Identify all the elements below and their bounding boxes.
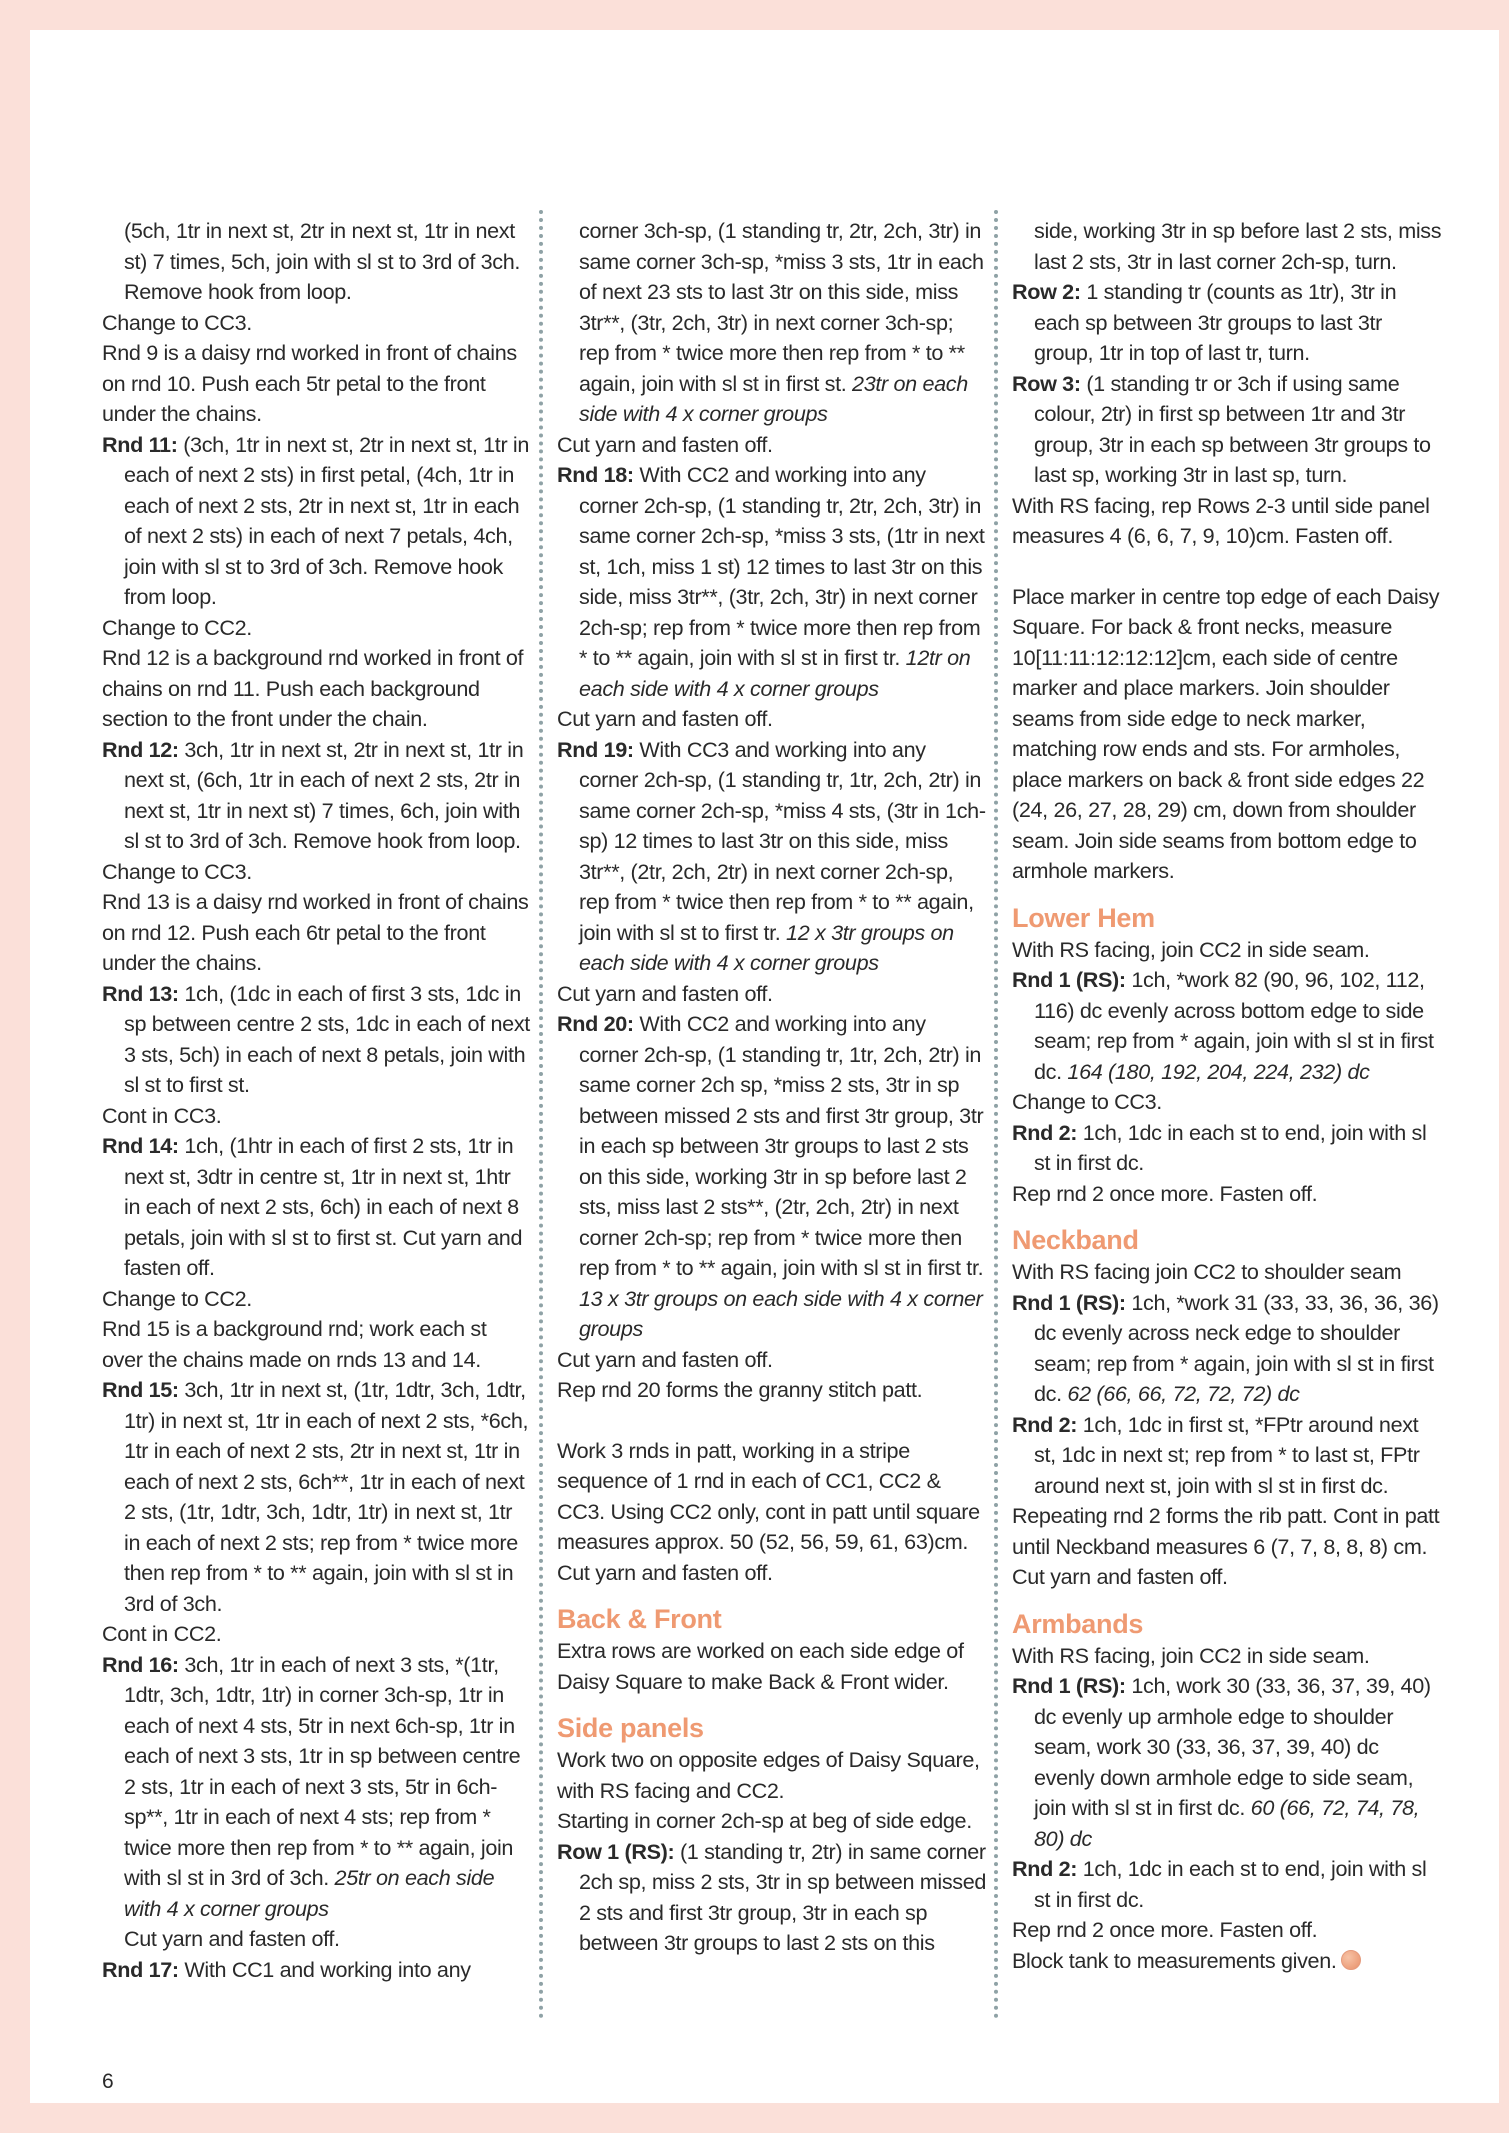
paragraph: Rep rnd 2 once more. Fasten off. bbox=[1012, 1180, 1318, 1206]
paragraph: Cut yarn and fasten off. bbox=[557, 1346, 773, 1372]
paragraph: Change to CC3. bbox=[102, 309, 252, 335]
paragraph: With RS facing, rep Rows 2-3 until side panel measures 4 (6, 6, 7, 9, 10)cm. Fasten off. bbox=[1012, 492, 1430, 548]
instruction-row-2 bbox=[1012, 277, 1444, 369]
instruction-note: 12 x 3tr groups on each side with 4 x corner groups bbox=[579, 919, 954, 975]
paragraph: Cut yarn and fasten off. bbox=[124, 1926, 340, 1951]
instruction-text: 1ch, work 30 (33, 36, 37, 39, 40) dc evenly up armhole edge to shoulder seam, work 30 (33, 36, 37, 39, 40) dc evenly down armhole edge to side seam, join with sl st in first dc. bbox=[1034, 1673, 1431, 1820]
instruction-rnd-17 bbox=[102, 1955, 532, 1986]
paragraph: Cont in CC2. bbox=[102, 1621, 222, 1646]
instruction-label: Rnd 2: bbox=[1012, 1411, 1078, 1437]
paragraph: Change to CC2. bbox=[102, 1285, 252, 1311]
paragraph: Starting in corner 2ch-sp at beg of side edge. bbox=[557, 1808, 972, 1833]
section-heading-back-front: Back & Front bbox=[557, 1604, 722, 1634]
page-number: 6 bbox=[102, 2070, 114, 2093]
instruction-label: Rnd 13: bbox=[102, 980, 179, 1006]
instruction-text: 1ch, *work 31 (33, 33, 36, 36, 36) dc evenly across neck edge to shoulder seam; rep from * again, join with sl st in first dc. bbox=[1034, 1289, 1439, 1406]
paragraph: Cut yarn and fasten off. bbox=[557, 431, 773, 457]
paragraph: Cont in CC3. bbox=[102, 1102, 222, 1128]
instruction-rnd-14 bbox=[102, 1131, 532, 1284]
instruction-note: 12tr on each side with 4 x corner groups bbox=[579, 645, 971, 701]
instruction-label: Rnd 12: bbox=[102, 736, 179, 762]
paragraph bbox=[557, 216, 987, 430]
instruction-label: Row 2: bbox=[1012, 279, 1081, 304]
instruction-text: With CC1 and working into any bbox=[178, 1956, 471, 1982]
instruction-note: 23tr on each side with 4 x corner groups bbox=[579, 370, 968, 426]
section-heading-armbands: Armbands bbox=[1012, 1608, 1144, 1639]
instruction-note: 60 (66, 72, 74, 78, 80) dc bbox=[1034, 1795, 1420, 1851]
instruction-label: Rnd 18: bbox=[557, 462, 634, 487]
instruction-text: With CC2 and working into any corner 2ch-sp, (1 standing tr, 1tr, 2ch, 2tr) in same corner 2ch sp, *miss 2 sts, 3tr in sp between missed 2 sts and first 3tr group, 3tr in each sp between 3tr groups to last 2 sts on this side, working 3tr in sp before last 2 sts, miss last 2 sts**, (2tr, 2ch, 2tr) in next corner 2ch-sp; rep from * twice more then rep from * to ** again, join with sl st in first tr. bbox=[579, 1011, 984, 1280]
paragraph: Rnd 9 is a daisy rnd worked in front of chains on rnd 10. Push each 5tr petal to the front under the chains. bbox=[102, 340, 517, 426]
instruction-rnd-16 bbox=[102, 1650, 532, 1925]
instruction-lower-hem-rnd-1 bbox=[1012, 965, 1444, 1087]
paragraph: Change to CC3. bbox=[1012, 1089, 1162, 1114]
instruction-text: corner 3ch-sp, (1 standing tr, 2tr, 2ch, 3tr) in same corner 3ch-sp, *miss 3 sts, 1tr in each of next 23 sts to last 3tr on this side, miss 3tr**, (3tr, 2ch, 3tr) in next corner 3ch-sp; rep from * twice more then rep from * to ** again, join with sl st in first st. bbox=[579, 218, 984, 396]
instruction-note: 62 (66, 66, 72, 72, 72) dc bbox=[1067, 1381, 1300, 1406]
instruction-label: Rnd 19: bbox=[557, 736, 634, 762]
page bbox=[30, 30, 1499, 2103]
paragraph: Rep rnd 20 forms the granny stitch patt. bbox=[557, 1377, 923, 1402]
instruction-neckband-rnd-2 bbox=[1012, 1410, 1444, 1502]
paragraph: With RS facing, join CC2 in side seam. bbox=[1012, 936, 1370, 962]
instruction-label: Rnd 16: bbox=[102, 1651, 179, 1677]
instruction-label: Rnd 2: bbox=[1012, 1119, 1078, 1145]
instruction-note: 25tr on each side with 4 x corner groups bbox=[124, 1865, 495, 1921]
section-heading-side-panels: Side panels bbox=[557, 1713, 704, 1743]
instruction-text: (1 standing tr, 2tr) in same corner 2ch sp, miss 2 sts, 3tr in sp between missed 2 sts and first 3tr group, 3tr in each sp between 3tr groups to last 2 sts on this bbox=[579, 1838, 987, 1955]
instruction-text: 1ch, *work 82 (90, 96, 102, 112, 116) dc evenly across bottom edge to side seam; rep from * again, join with sl st in first dc. bbox=[1034, 967, 1434, 1084]
paragraph: With RS facing, join CC2 in side seam. bbox=[1012, 1642, 1370, 1668]
instruction-label: Rnd 1 (RS): bbox=[1012, 1289, 1126, 1315]
instruction-text: 3ch, 1tr in each of next 3 sts, *(1tr, 1dtr, 3ch, 1dtr, 1tr) in corner 3ch-sp, 1tr in each of next 4 sts, 5tr in next 6ch-sp, 1tr in each of next 3 sts, 1tr in sp between centre 2 sts, 1tr in each of next 3 sts, 5tr in 6ch-sp**, 1tr in each of next 4 sts; rep from * twice more then rep from * to ** again, join with sl st in 3rd of 3ch. bbox=[124, 1651, 521, 1890]
paragraph: Work two on opposite edges of Daisy Square, with RS facing and CC2. bbox=[557, 1747, 980, 1803]
paragraph: side, working 3tr in sp before last 2 sts, miss last 2 sts, 3tr in last corner 2ch-sp, turn. bbox=[1034, 218, 1442, 274]
instruction-text: (3ch, 1tr in next st, 2tr in next st, 1tr in each of next 2 sts) in first petal, (4ch, 1tr in each of next 2 sts, 2tr in next st, 1tr in each of next 2 sts) in each of next 7 petals, 4ch, join with sl st to 3rd of 3ch. Remove hook from loop. bbox=[124, 431, 530, 609]
paragraph: Rnd 13 is a daisy rnd worked in front of chains on rnd 12. Push each 6tr petal to the front under the chains. bbox=[102, 889, 529, 975]
instruction-label: Row 1 (RS): bbox=[557, 1838, 675, 1864]
paragraph: With RS facing join CC2 to shoulder seam bbox=[1012, 1259, 1402, 1284]
instruction-label: Rnd 2: bbox=[1012, 1856, 1078, 1881]
spacer bbox=[557, 1406, 987, 1436]
paragraph-end bbox=[1012, 1946, 1444, 1977]
instruction-text: (1 standing tr or 3ch if using same colour, 2tr) in first sp between 1tr and 3tr group, 3tr in each sp between 3tr groups to last sp, working 3tr in last sp, turn. bbox=[1034, 370, 1431, 487]
instruction-row-3 bbox=[1012, 369, 1444, 491]
paragraph: Rnd 15 is a background rnd; work each st over the chains made on rnds 13 and 14. bbox=[102, 1316, 487, 1372]
instruction-armbands-rnd-2 bbox=[1012, 1854, 1444, 1915]
instruction-text: 1ch, (1htr in each of first 2 sts, 1tr in next st, 3dtr in centre st, 1tr in next st, 1htr in each of next 2 sts, 6ch) in each of next 8 petals, join with sl st to first st. Cut yarn and fasten off. bbox=[124, 1133, 523, 1280]
paragraph: Cut yarn and fasten off. bbox=[557, 706, 773, 731]
instruction-text: With CC2 and working into any corner 2ch-sp, (1 standing tr, 2tr, 2ch, 3tr) in same corner 2ch-sp, *miss 3 sts, (1tr in next st, 1ch, miss 1 st) 12 times to last 3tr on this side, miss 3tr**, (3tr, 2ch, 3tr) in next corner 2ch-sp; rep from * twice more then rep from * to ** again, join with sl st in first tr. bbox=[579, 462, 985, 670]
paragraph: Place marker in centre top edge of each Daisy Square. For back & front necks, measure 10[11:11:12:12:12]cm, each side of centre marker and place markers. Join shoulder seams from side edge to neck marker, matching row ends and sts. For armholes, place markers on back & front side edges 22 (24, 26, 27, 28, 29) cm, down from shoulder seam. Join side seams from bottom edge to armhole markers. bbox=[1012, 583, 1440, 883]
instruction-note: 13 x 3tr groups on each side with 4 x corner groups bbox=[579, 1285, 983, 1341]
instruction-label: Rnd 15: bbox=[102, 1377, 179, 1402]
instruction-text: 1 standing tr (counts as 1tr), 3tr in each sp between 3tr groups to last 3tr group, 1tr in top of last tr, turn. bbox=[1034, 279, 1397, 365]
paragraph: Change to CC2. bbox=[102, 614, 252, 640]
instruction-rnd-13 bbox=[102, 979, 532, 1101]
section-heading-lower-hem: Lower Hem bbox=[1012, 902, 1155, 933]
instruction-rnd-12 bbox=[102, 735, 532, 857]
paragraph: Rep rnd 2 once more. Fasten off. bbox=[1012, 1917, 1318, 1942]
paragraph: (5ch, 1tr in next st, 2tr in next st, 1tr in next st) 7 times, 5ch, join with sl st to 3rd of 3ch. Remove hook from loop. bbox=[124, 218, 521, 304]
closing-text: Block tank to measurements given. bbox=[1012, 1947, 1337, 1973]
instruction-note: 164 (180, 192, 204, 224, 232) dc bbox=[1067, 1058, 1370, 1084]
paragraph: Cut yarn and fasten off. bbox=[557, 980, 773, 1006]
instruction-text: 1ch, 1dc in each st to end, join with sl st in first dc. bbox=[1034, 1119, 1427, 1175]
instruction-label: Row 3: bbox=[1012, 370, 1081, 396]
instruction-rnd-20 bbox=[557, 1009, 987, 1345]
instruction-label: Rnd 17: bbox=[102, 1956, 179, 1982]
column-divider bbox=[994, 210, 998, 2020]
instruction-rnd-11 bbox=[102, 430, 532, 613]
instruction-text: 1ch, 1dc in each st to end, join with sl st in first dc. bbox=[1034, 1856, 1427, 1912]
instruction-armbands-rnd-1 bbox=[1012, 1671, 1444, 1854]
paragraph: Rnd 12 is a background rnd worked in front of chains on rnd 11. Push each background section to the front under the chain. bbox=[102, 645, 524, 731]
instruction-label: Rnd 11: bbox=[102, 431, 178, 457]
instruction-label: Rnd 14: bbox=[102, 1133, 179, 1158]
instruction-text: 3ch, 1tr in next st, (1tr, 1dtr, 3ch, 1dtr, 1tr) in next st, 1tr in each of next 2 sts, *6ch, 1tr in each of next 2 sts, 2tr in next st, 1tr in each of next 2 sts, 6ch**, 1tr in each of next 2 sts, (1tr, 1dtr, 3ch, 1dtr, 1tr) in next st, 1tr in each of next 2 sts; rep from * twice more then rep from * to ** again, join with sl st in 3rd of 3ch. bbox=[124, 1377, 529, 1616]
instruction-row-1 bbox=[557, 1837, 987, 1959]
instruction-text: 1ch, 1dc in first st, *FPtr around next st, 1dc in next st; rep from * to last st, FPtr around next st, join with sl st in first dc. bbox=[1034, 1411, 1420, 1498]
instruction-rnd-18 bbox=[557, 460, 987, 704]
spacer bbox=[1012, 552, 1444, 582]
instruction-text: 1ch, (1dc in each of first 3 sts, 1dc in sp between centre 2 sts, 1dc in each of next 3 sts, 5ch) in each of next 8 petals, join with sl st to first st. bbox=[124, 980, 530, 1097]
instruction-rnd-15 bbox=[102, 1375, 532, 1619]
section-heading-neckband: Neckband bbox=[1012, 1225, 1139, 1255]
paragraph: Extra rows are worked on each side edge of Daisy Square to make Back & Front wider. bbox=[557, 1638, 964, 1694]
instruction-text: 3ch, 1tr in next st, 2tr in next st, 1tr in next st, (6ch, 1tr in each of next 2 sts, 2tr in next st, 1tr in next st) 7 times, 6ch, join with sl st to 3rd of 3ch. Remove hook from loop. bbox=[124, 736, 524, 853]
column-2 bbox=[557, 216, 987, 1959]
yarn-ball-icon bbox=[1341, 1950, 1361, 1970]
paragraph: Repeating rnd 2 forms the rib patt. Cont in patt until Neckband measures 6 (7, 7, 8, 8, 8) cm. Cut yarn and fasten off. bbox=[1012, 1503, 1440, 1589]
instruction-label: Rnd 20: bbox=[557, 1011, 634, 1036]
instruction-label: Rnd 1 (RS): bbox=[1012, 1673, 1126, 1698]
instruction-neckband-rnd-1 bbox=[1012, 1288, 1444, 1410]
instruction-rnd-19 bbox=[557, 735, 987, 979]
instruction-text: With CC3 and working into any corner 2ch-sp, (1 standing tr, 1tr, 2ch, 2tr) in same corner 2ch-sp, *miss 4 sts, (3tr in 1ch-sp) 12 times to last 3tr on this side, miss 3tr**, (2tr, 2ch, 2tr) in next corner 2ch-sp, rep from * twice then rep from * to ** again, join with sl st to first tr. bbox=[579, 736, 986, 945]
instruction-lower-hem-rnd-2 bbox=[1012, 1118, 1444, 1179]
column-divider bbox=[539, 210, 543, 2020]
column-3 bbox=[1012, 216, 1444, 1976]
paragraph: Change to CC3. bbox=[102, 858, 252, 884]
paragraph: Work 3 rnds in patt, working in a stripe sequence of 1 rnd in each of CC1, CC2 & CC3. Using CC2 only, cont in patt until square measures approx. 50 (52, 56, 59, 61, 63)cm. Cut yarn and fasten off. bbox=[557, 1437, 980, 1585]
instruction-label: Rnd 1 (RS): bbox=[1012, 967, 1126, 992]
column-1 bbox=[102, 216, 532, 1985]
